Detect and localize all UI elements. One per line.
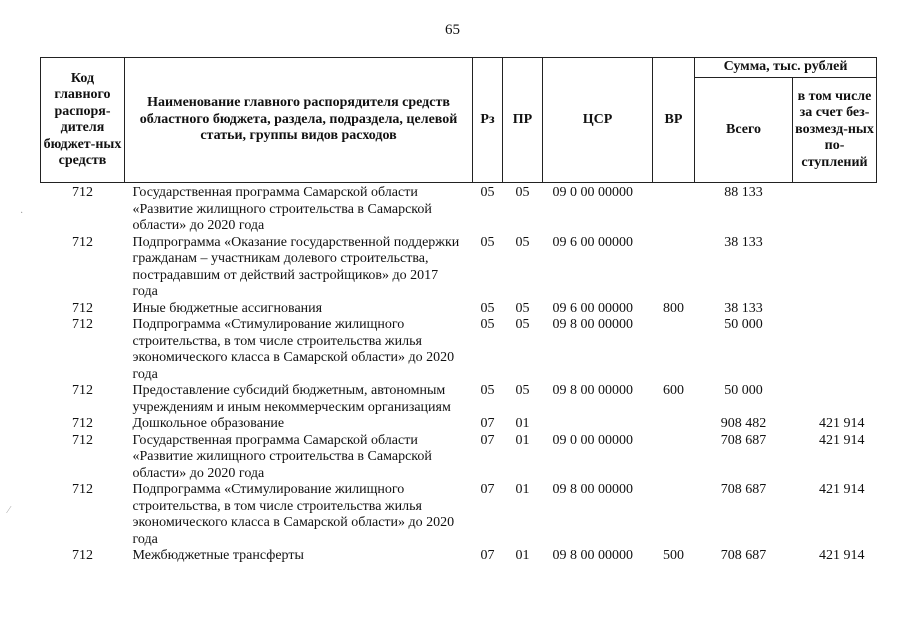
cell-vr: 600 xyxy=(663,383,684,398)
cell-code: 712 xyxy=(72,234,93,250)
cell-rz: 05 xyxy=(480,317,495,332)
cell-name: Государственная программа Самарской области «Развитие жилищного строительства в Самарской области» до 2020 года xyxy=(132,432,432,481)
cell-free xyxy=(793,317,877,383)
cell-total: 708 687 xyxy=(720,482,767,497)
header-sum-group: Сумма, тыс. рублей xyxy=(695,58,877,78)
header-vr: ВР xyxy=(653,58,695,183)
cell-free: 421 914 xyxy=(819,432,865,448)
cell-name: Иные бюджетные ассигнования xyxy=(132,300,323,316)
cell-code: 712 xyxy=(72,185,93,200)
table-row xyxy=(41,235,877,301)
cell-code: 712 xyxy=(72,482,93,497)
cell-pr: 05 xyxy=(515,383,530,398)
cell-free: 421 914 xyxy=(819,548,865,563)
header-name: Наименование главного распорядителя средств областного бюджета, раздела, подраздела, целевой статьи, группы видов расходов xyxy=(125,58,473,183)
table-body xyxy=(41,183,877,565)
header-pr: ПР xyxy=(503,58,543,183)
cell-total: 908 482 xyxy=(720,416,767,431)
cell-pr: 05 xyxy=(515,234,530,250)
cell-csr: 09 8 00 00000 xyxy=(552,482,633,497)
cell-vr xyxy=(653,433,695,483)
budget-table xyxy=(40,57,877,565)
cell-csr: 09 6 00 00000 xyxy=(552,300,633,316)
table-row xyxy=(41,433,877,483)
cell-pr: 01 xyxy=(515,432,530,448)
cell-rz: 05 xyxy=(480,234,495,250)
cell-name: Подпрограмма «Стимулирование жилищного строительства, в том числе строительства жилья экономического класса в Самарской области» до 2020 года xyxy=(132,482,455,547)
cell-csr: 09 8 00 00000 xyxy=(552,317,633,332)
cell-pr: 01 xyxy=(515,482,530,497)
table-row xyxy=(41,301,877,318)
header-total: Всего xyxy=(695,78,793,183)
cell-pr: 01 xyxy=(515,548,530,563)
cell-code: 712 xyxy=(72,416,93,431)
cell-name: Дошкольное образование xyxy=(132,416,285,431)
page-number: 65 xyxy=(445,22,460,38)
cell-code: 712 xyxy=(72,317,93,332)
cell-vr xyxy=(653,235,695,301)
cell-csr: 09 6 00 00000 xyxy=(552,234,633,250)
cell-csr: 09 8 00 00000 xyxy=(552,548,633,563)
cell-vr xyxy=(653,317,695,383)
cell-csr: 09 8 00 00000 xyxy=(552,383,633,398)
cell-name: Подпрограмма «Оказание государственной поддержки гражданам – участникам долевого строительства, пострадавшим от действий застройщиков» до 2017 года xyxy=(132,234,460,299)
cell-free xyxy=(793,235,877,301)
cell-name: Государственная программа Самарской области «Развитие жилищного строительства в Самарской области» до 2020 года xyxy=(132,185,432,233)
cell-vr xyxy=(653,183,695,235)
table-row xyxy=(41,548,877,565)
cell-free xyxy=(793,301,877,318)
cell-total: 50 000 xyxy=(724,317,763,332)
cell-code: 712 xyxy=(72,548,93,563)
table-row xyxy=(41,416,877,433)
cell-pr: 05 xyxy=(515,300,530,316)
cell-rz: 05 xyxy=(480,383,495,398)
cell-free xyxy=(793,183,877,235)
cell-rz: 07 xyxy=(480,548,495,563)
table-row xyxy=(41,482,877,548)
cell-vr xyxy=(653,416,695,433)
table-header xyxy=(41,58,877,183)
cell-vr: 800 xyxy=(663,300,684,316)
cell-rz: 05 xyxy=(480,185,495,200)
table-row xyxy=(41,317,877,383)
cell-free xyxy=(793,383,877,416)
cell-free: 421 914 xyxy=(819,482,865,497)
cell-total: 708 687 xyxy=(720,548,767,563)
cell-rz: 07 xyxy=(480,482,495,497)
cell-rz: 05 xyxy=(480,300,495,316)
cell-code: 712 xyxy=(72,300,93,316)
cell-total: 88 133 xyxy=(724,185,763,200)
cell-total: 38 133 xyxy=(724,300,763,316)
cell-pr: 05 xyxy=(515,317,530,332)
cell-free: 421 914 xyxy=(819,416,865,431)
cell-vr: 500 xyxy=(663,548,684,563)
cell-csr xyxy=(543,416,653,433)
header-rz: Рз xyxy=(473,58,503,183)
header-code: Код главного распоря-дителя бюджет-ных средств xyxy=(41,58,125,183)
cell-name: Межбюджетные трансферты xyxy=(132,548,304,563)
cell-code: 712 xyxy=(72,432,93,448)
cell-total: 708 687 xyxy=(720,432,767,448)
cell-total: 50 000 xyxy=(724,383,763,398)
table-row xyxy=(41,183,877,235)
cell-total: 38 133 xyxy=(724,234,763,250)
cell-rz: 07 xyxy=(480,432,495,448)
cell-rz: 07 xyxy=(480,416,495,431)
cell-code: 712 xyxy=(72,383,93,398)
cell-name: Предоставление субсидий бюджетным, автономным учреждениям и иным некоммерческим организациям xyxy=(132,383,451,415)
table-row xyxy=(41,383,877,416)
cell-name: Подпрограмма «Стимулирование жилищного строительства, в том числе строительства жилья экономического класса в Самарской области» до 2020 года xyxy=(132,317,455,382)
cell-vr xyxy=(653,482,695,548)
cell-csr: 09 0 00 00000 xyxy=(552,185,633,200)
cell-csr: 09 0 00 00000 xyxy=(552,432,633,448)
header-csr: ЦСР xyxy=(543,58,653,183)
header-free: в том числе за счет без-возмезд-ных по-ступлений xyxy=(793,78,877,183)
cell-pr: 05 xyxy=(515,185,530,200)
cell-pr: 01 xyxy=(515,416,530,431)
